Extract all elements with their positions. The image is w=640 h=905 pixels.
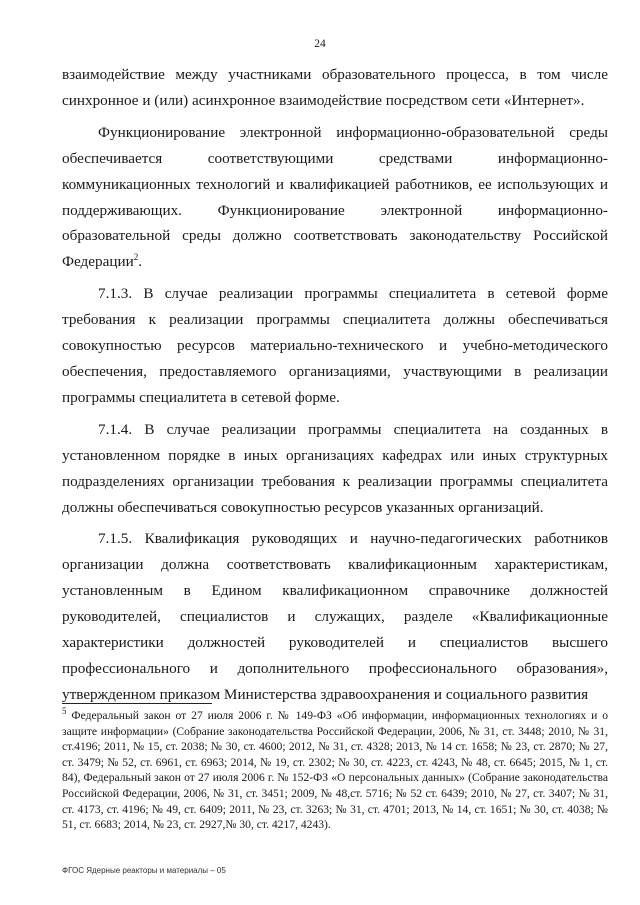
footnote-body [62, 708, 608, 833]
paragraph-7-1-3 [62, 281, 608, 411]
paragraph-text: 7.1.5. Квалификация руководящих и научно-педагогических работников организации должна соответствовать квалификационным характеристикам, установленным в Едином квалификационном справочнике должностей руководителей, специалистов и служащих, разделе «Квалификационные характеристики должностей руководителей и специалистов высшего профессионального и дополнительного профессионального образования», утвержденном приказом Министерства здравоохранения и социального развития [62, 530, 608, 703]
page-number: 24 [314, 38, 326, 50]
paragraph-eios [62, 120, 608, 275]
paragraph-text: 7.1.3. В случае реализации программы специалитета в сетевой форме требования к реализации программы специалитета должны обеспечиваться совокупностью ресурсов материально-технического и учебно-методического обеспечения, предоставляемого организациями, участвующими в реализации программы специалитета в сетевой форме. [62, 285, 608, 406]
paragraph-7-1-5 [62, 526, 608, 707]
paragraph-text: взаимодействие между участниками образовательного процесса, в том числе синхронное и (или) асинхронное взаимодействие посредством сети «Интернет». [62, 66, 608, 109]
paragraph-7-1-4 [62, 417, 608, 521]
paragraph-end: . [138, 253, 143, 271]
footnote-reference: 2 [133, 252, 139, 263]
paragraph-text: Функционирование электронной информационно-образовательной среды обеспечивается соответствующими средствами информационно-коммуникационных технологий и квалификацией работников, ее использующих и поддерживающих. Функционирование электронной информационно-образовательной среды должно соответствовать законодательству Российской Федерации [62, 123, 608, 271]
paragraph-continuation [62, 62, 608, 114]
footnote-divider [62, 703, 212, 704]
footnote-text: Федеральный закон от 27 июля 2006 г. № 149-ФЗ «Об информации, информационных технологиях и о защите информации» (Собрание законодательства Российской Федерации, 2006, № 31, ст. 3448; 2010, № 31, ст.4196; 2011, № 15, ст. 2038; № 30, ст. 4600; 2012, № 31, ст. 4328; 2013, № 14 ст. 1658; № 23, ст. 2870; № 27, ст. 3479; № 52, ст. 6961, ст. 6963; 2014, № 19, ст. 2302; № 30, ст. 4223, ст. 4243, № 48, ст. 6645; 2015, № 1, ст. 84), Федеральный закон от 27 июля 2006 г. № 152-ФЗ «О персональных данных» (Собрание законодательства Российской Федерации, 2006, № 31, ст. 3451; 2009, № 48,ст. 5716; № 52 ст. 6439; 2010, № 27, ст. 3407; № 31, ст. 4173, ст. 4196; № 49, ст. 6409; 2011, № 23, ст. 3263; № 31, ст. 4701; 2013, № 14, ст. 1651; № 30, ст. 4038; № 51, ст. 6683; 2014, № 23, ст. 2927,№ 30, ст. 4217, 4243). [62, 709, 608, 832]
footnote-marker: 5 [62, 706, 67, 717]
paragraph-text: 7.1.4. В случае реализации программы специалитета на созданных в установленном порядке в иных организациях кафедрах или иных структурных подразделениях организации требования к реализации программы специалитета должны обеспечиваться совокупностью ресурсов указанных организаций. [62, 420, 608, 516]
footnote [62, 708, 608, 833]
page-footer: ФГОС Ядерные реакторы и материалы – 05 [62, 866, 226, 875]
body-text [62, 62, 608, 708]
